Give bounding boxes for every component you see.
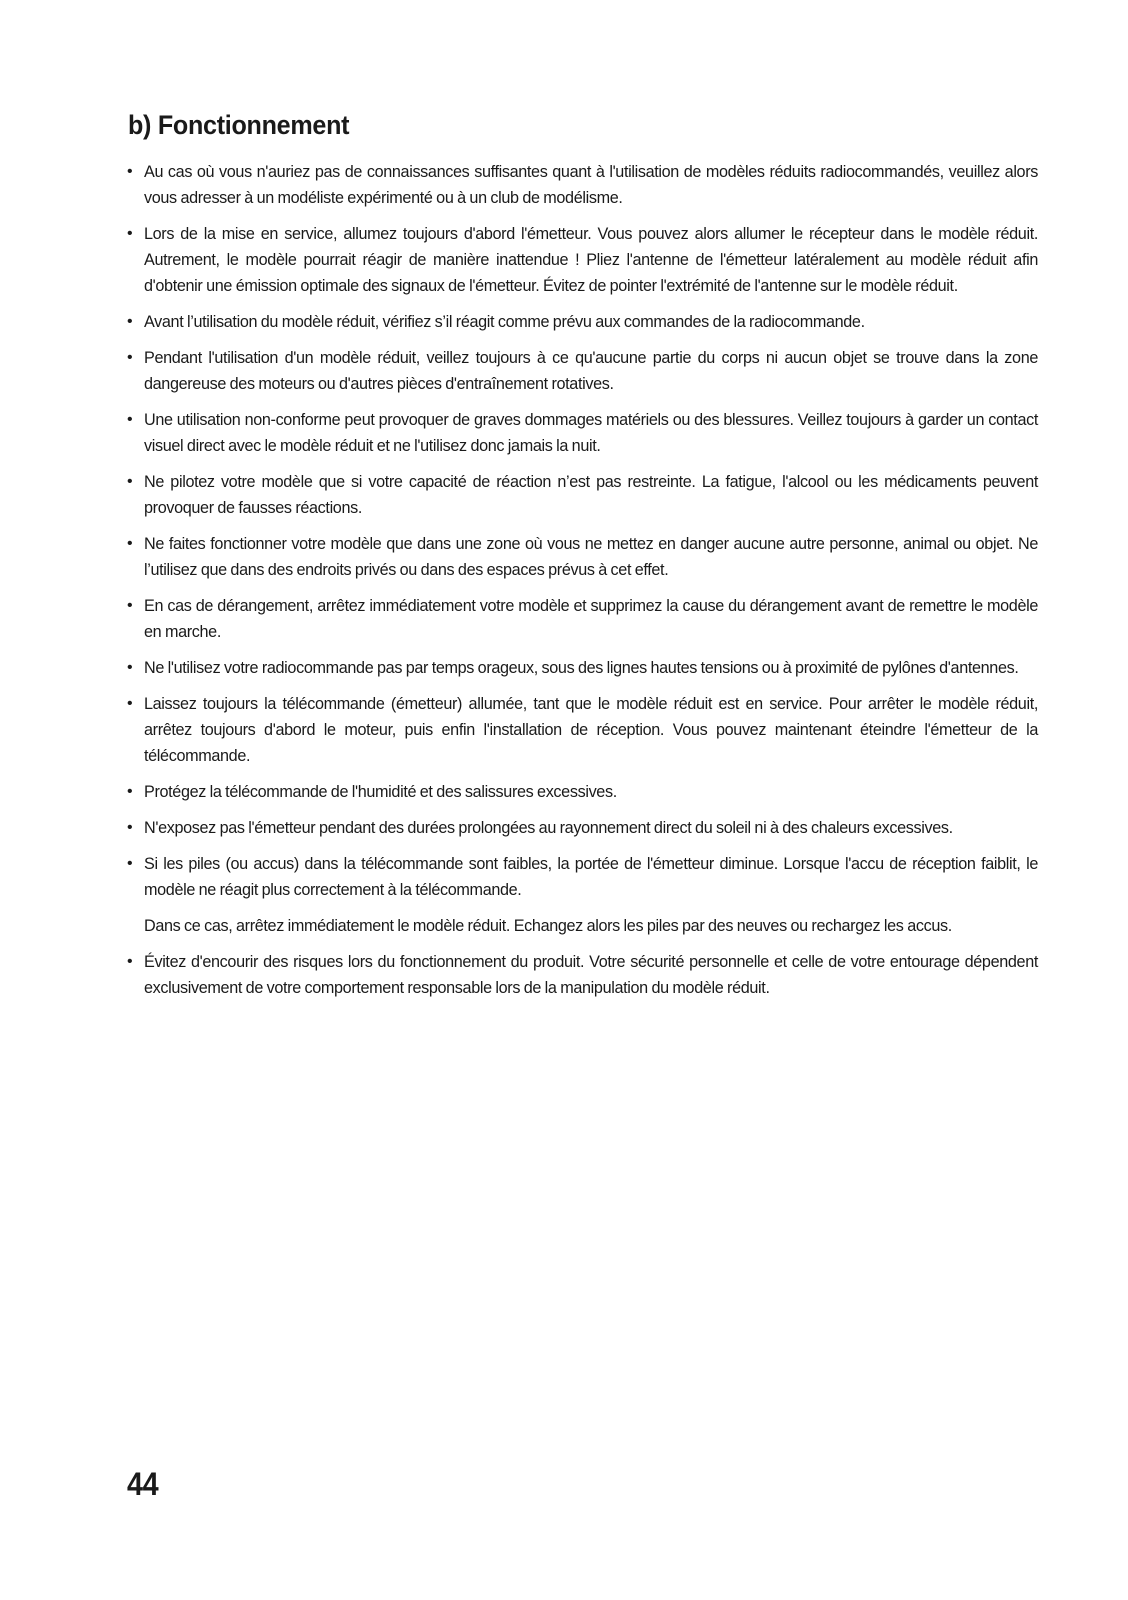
list-item [127,531,1038,583]
list-item-text: Pendant l'utilisation d'un modèle réduit, veillez toujours à ce qu'aucune partie du corps ni aucun objet se trouve dans la zone dangereuse des moteurs ou d'autres pièces d'entraînement rotatives. [144,349,1038,393]
section-heading: b) Fonctionnement [128,110,350,140]
list-item-text: Une utilisation non-conforme peut provoquer de graves dommages matériels ou des blessures. Veillez toujours à garder un contact visuel direct avec le modèle réduit et ne l'utilisez donc jamais la nuit. [144,411,1038,455]
bullet-marker: • [127,695,133,712]
list-item [127,691,1038,769]
bullet-marker: • [127,953,133,970]
bullet-marker: • [127,313,133,330]
list-item [127,469,1038,521]
page-number: 44 [127,1466,159,1502]
list-item-text: Protégez la télécommande de l'humidité et des salissures excessives. [144,783,617,801]
list-item [127,779,1038,805]
bullet-marker: • [127,535,133,552]
list-item-text: Au cas où vous n'auriez pas de connaissances suffisantes quant à l'utilisation de modèles réduits radiocommandés, veuillez alors vous adresser à un modéliste expérimenté ou à un club de modélisme. [144,163,1038,207]
list-item-text: Évitez d'encourir des risques lors du fonctionnement du produit. Votre sécurité personnelle et celle de votre entourage dépendent exclusivement de votre comportement responsable lors de la manipulation du modèle réduit. [144,953,1038,997]
list-item [127,159,1038,211]
list-item [127,949,1038,1001]
list-item [127,221,1038,299]
bullet-marker: • [127,783,133,800]
list-item-text: N'exposez pas l'émetteur pendant des durées prolongées au rayonnement direct du soleil ni à des chaleurs excessives. [144,819,953,837]
bullet-marker: • [127,473,133,490]
list-item-text: Ne l'utilisez votre radiocommande pas par temps orageux, sous des lignes hautes tensions ou à proximité de pylônes d'antennes. [144,659,1019,677]
list-item [127,655,1038,681]
list-item [127,345,1038,397]
bullet-list [127,159,1038,1011]
bullet-marker: • [127,597,133,614]
bullet-marker: • [127,819,133,836]
bullet-marker: • [127,349,133,366]
list-item [127,815,1038,841]
list-item-text: Si les piles (ou accus) dans la télécommande sont faibles, la portée de l'émetteur diminue. Lorsque l'accu de réception faiblit, le modèle ne réagit plus correctement à la télécommande. [144,855,1038,899]
list-item-text: Avant l’utilisation du modèle réduit, vérifiez s’il réagit comme prévu aux commandes de la radiocommande. [144,313,865,331]
list-item-text: Ne faites fonctionner votre modèle que dans une zone où vous ne mettez en danger aucune autre personne, animal ou objet. Ne l’utilisez que dans des endroits privés ou dans des espaces prévus à cet effet. [144,535,1038,579]
list-item-continuation [127,913,1038,939]
list-item-text: Laissez toujours la télécommande (émetteur) allumée, tant que le modèle réduit est en service. Pour arrêter le modèle réduit, arrêtez toujours d'abord le moteur, puis enfin l'installation de réception. Vous pouvez maintenant éteindre l'émetteur de la télécommande. [144,695,1038,765]
list-item [127,407,1038,459]
bullet-marker: • [127,163,133,180]
bullet-marker: • [127,225,133,242]
list-item [127,593,1038,645]
list-item-text: Ne pilotez votre modèle que si votre capacité de réaction n’est pas restreinte. La fatigue, l'alcool ou les médicaments peuvent provoquer de fausses réactions. [144,473,1038,517]
list-item-text: Lors de la mise en service, allumez toujours d'abord l'émetteur. Vous pouvez alors allumer le récepteur dans le modèle réduit. Autrement, le modèle pourrait réagir de manière inattendue ! Pliez l'antenne de l'émetteur latéralement au modèle réduit afin d'obtenir une émission optimale des signaux de l'émetteur. Évitez de pointer l'extrémité de l'antenne sur le modèle réduit. [144,225,1038,295]
bullet-marker: • [127,411,133,428]
list-item-text: En cas de dérangement, arrêtez immédiatement votre modèle et supprimez la cause du dérangement avant de remettre le modèle en marche. [144,597,1038,641]
list-item [127,851,1038,903]
bullet-marker: • [127,659,133,676]
list-item-text: Dans ce cas, arrêtez immédiatement le modèle réduit. Echangez alors les piles par des neuves ou rechargez les accus. [144,917,952,935]
list-item [127,309,1038,335]
bullet-marker: • [127,855,133,872]
